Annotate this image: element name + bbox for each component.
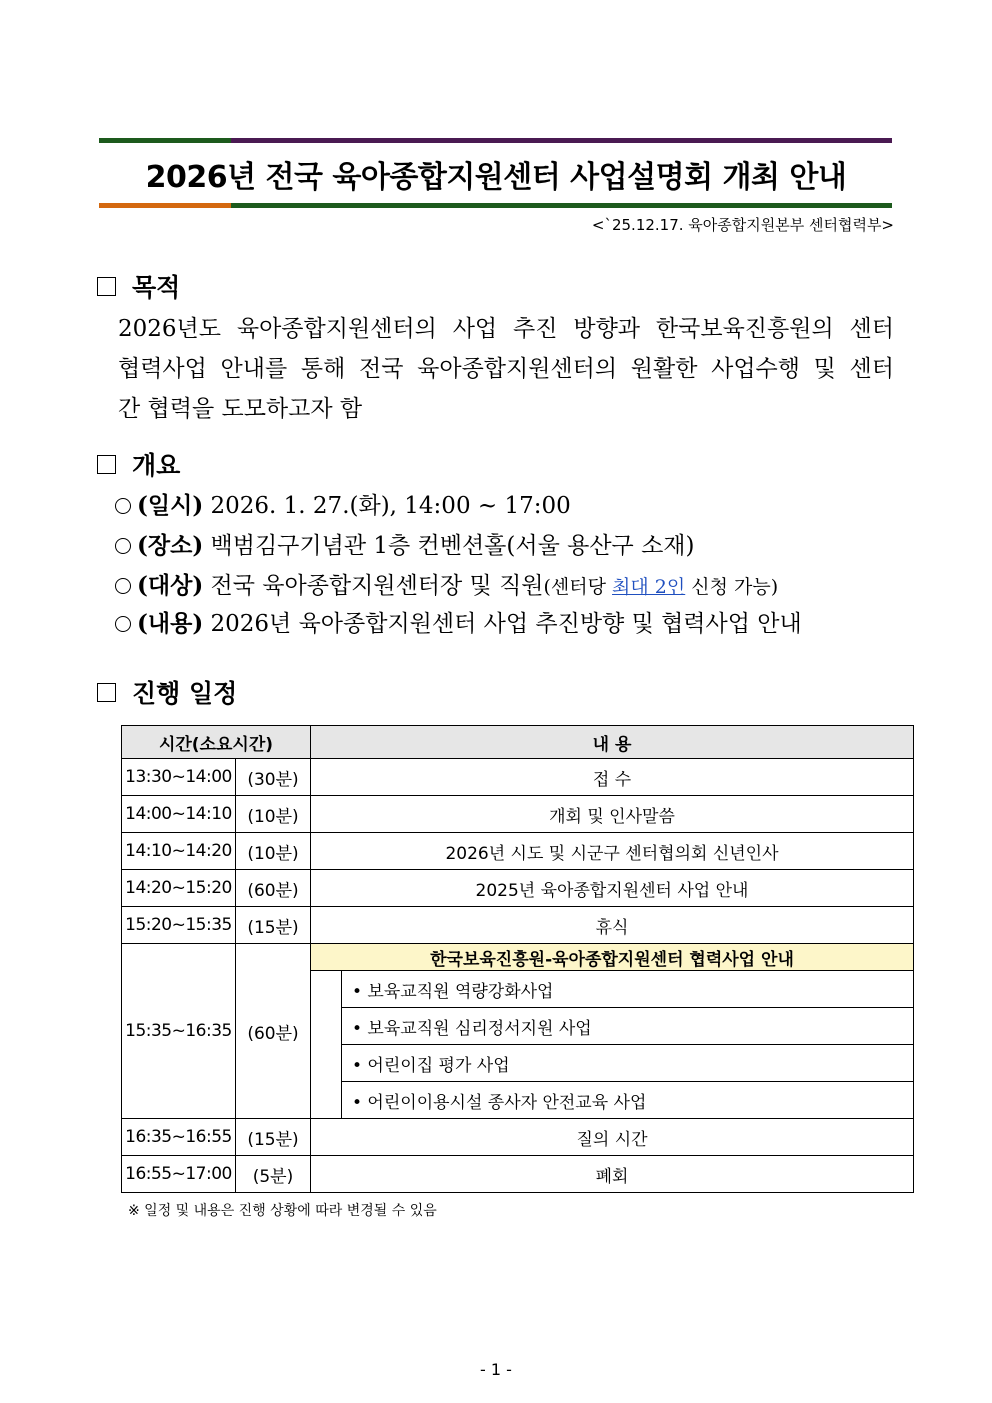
checkbox-square-icon: [97, 455, 116, 474]
table-header-row: [122, 726, 914, 759]
checkbox-square-icon: [97, 683, 116, 702]
title-top-bar-green: [99, 138, 231, 143]
group-title: 한국보육진흥원-육아종합지원센터 협력사업 안내: [311, 944, 914, 971]
max-2-highlight: 최대 2인: [612, 576, 686, 598]
purpose-line-1: 2026년도 육아종합지원센터의 사업 추진 방향과 한국보육진흥원의 센터: [118, 316, 894, 342]
header-content: 내 용: [311, 726, 914, 759]
overview-item-date: (일시) 2026. 1. 27.(화), 14:00 ~ 17:00: [115, 487, 571, 520]
section-schedule-heading: [97, 674, 237, 710]
section-overview-heading: [97, 446, 180, 482]
schedule-table: [121, 725, 914, 1193]
circle-bullet-icon: [115, 616, 131, 632]
table-row: 13:30~14:00 (30분) 접 수: [122, 759, 914, 796]
table-row: 16:55~17:00 (5분) 폐회: [122, 1156, 914, 1193]
circle-bullet-icon: [115, 498, 131, 514]
list-item: • 보육교직원 심리정서지원 사업: [342, 1008, 914, 1045]
table-row: 15:20~15:35 (15분) 휴식: [122, 907, 914, 944]
dateline: <`25.12.17. 육아종합지원본부 센터협력부>: [591, 216, 894, 234]
purpose-line-3: 간 협력을 도모하고자 함: [118, 396, 363, 422]
overview-item-place: (장소) 백범김구기념관 1층 컨벤션홀(서울 용산구 소재): [115, 527, 694, 560]
checkbox-square-icon: [97, 277, 116, 296]
overview-item-content: (내용) 2026년 육아종합지원센터 사업 추진방향 및 협력사업 안내: [115, 605, 802, 638]
document-title: 2026년 전국 육아종합지원센터 사업설명회 개최 안내: [145, 160, 847, 195]
title-bottom-bar-green: [231, 203, 892, 208]
purpose-line-2: 협력사업 안내를 통해 전국 육아종합지원센터의 원활한 사업수행 및 센터: [118, 356, 894, 382]
header-time: 시간(소요시간): [122, 726, 311, 759]
list-item: • 보육교직원 역량강화사업: [342, 971, 914, 1008]
section-schedule-title: 진행 일정: [132, 679, 238, 708]
list-item: • 어린이집 평가 사업: [342, 1045, 914, 1082]
section-purpose-title: 목적: [132, 273, 181, 302]
page-number: - 1 -: [480, 1360, 512, 1379]
title-top-bar-purple: [231, 138, 892, 143]
circle-bullet-icon: [115, 538, 131, 554]
table-row: 14:00~14:10 (10분) 개회 및 인사말씀: [122, 796, 914, 833]
section-overview-title: 개요: [132, 451, 181, 480]
table-row: 16:35~16:55 (15분) 질의 시간: [122, 1119, 914, 1156]
circle-bullet-icon: [115, 578, 131, 594]
list-item: • 어린이이용시설 종사자 안전교육 사업: [342, 1082, 914, 1119]
table-row: 14:10~14:20 (10분) 2026년 시도 및 시군구 센터협의회 신년인사: [122, 833, 914, 870]
section-purpose-heading: [97, 268, 180, 304]
title-bottom-bar-orange: [99, 203, 231, 208]
table-row-group-head: 15:35~16:35 (60분) 한국보육진흥원-육아종합지원센터 협력사업 안내: [122, 944, 914, 971]
schedule-note: ※ 일정 및 내용은 진행 상황에 따라 변경될 수 있음: [128, 1203, 437, 1219]
table-row: 14:20~15:20 (60분) 2025년 육아종합지원센터 사업 안내: [122, 870, 914, 907]
overview-item-target: (대상) 전국 육아종합지원센터장 및 직원(센터당 최대 2인 신청 가능): [115, 567, 778, 600]
